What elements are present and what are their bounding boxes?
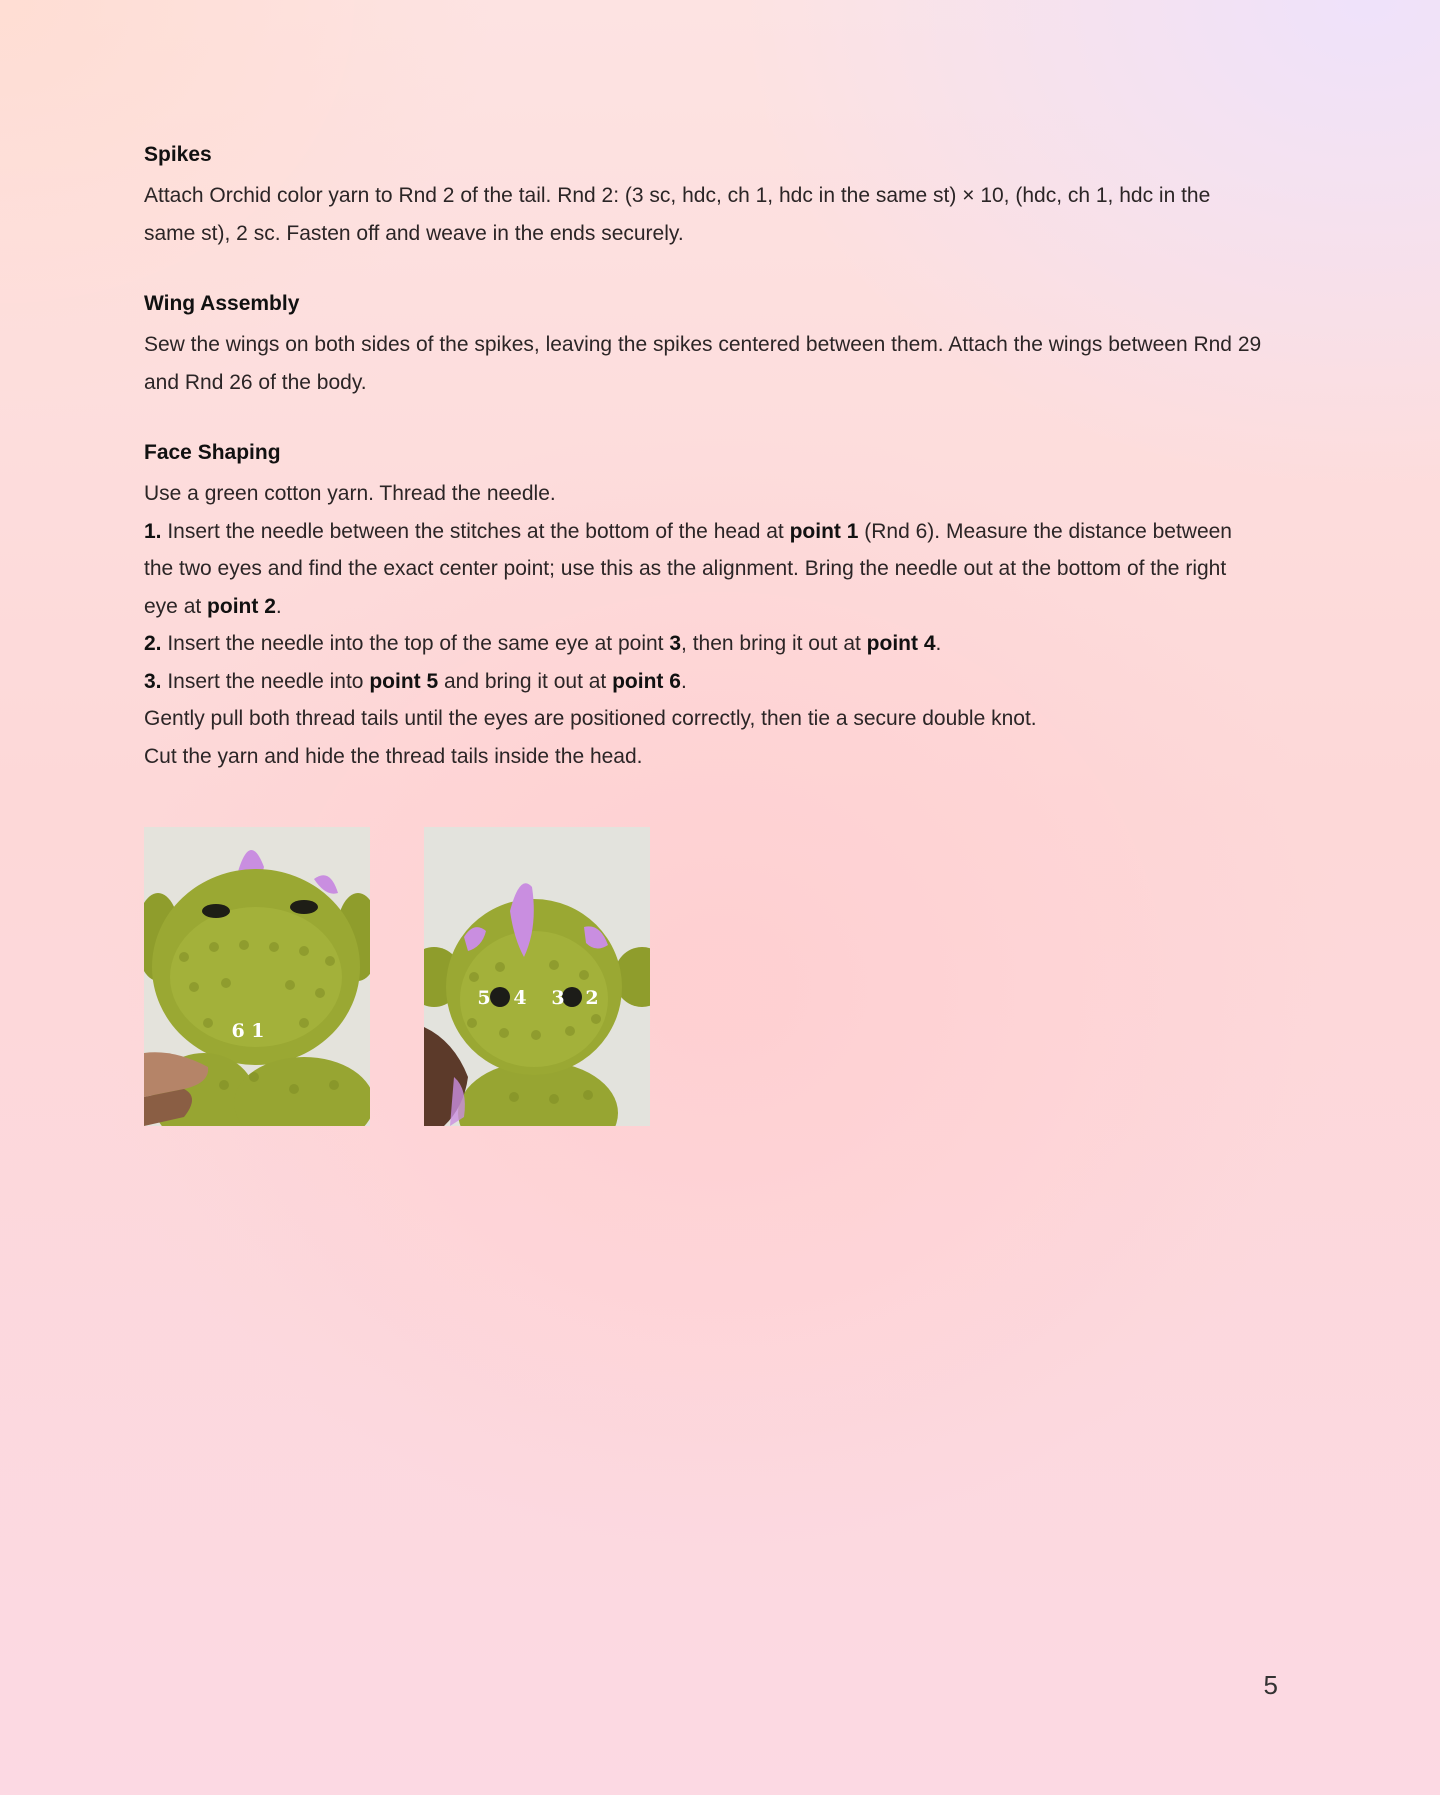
dragon-photo-right — [424, 827, 650, 1126]
step-1-point-2: point 2 — [207, 594, 276, 618]
point-label-3: 3 — [551, 987, 565, 1009]
step-3-text-a: Insert the needle into — [161, 669, 370, 693]
point-label-4: 4 — [513, 987, 527, 1009]
wing-assembly-text: Sew the wings on both sides of the spikes, leaving the spikes centered between them. Attach the wings between Rnd 29 and Rnd 26 of the body. — [144, 333, 1262, 394]
face-shaping-section — [144, 438, 1264, 775]
spikes-heading: Spikes — [144, 143, 212, 166]
face-shaping-closing-1: Gently pull both thread tails until the eyes are positioned correctly, then tie a secure double knot. — [144, 707, 1037, 730]
wing-assembly-section — [144, 289, 1264, 401]
point-labels-6-1: 6 1 — [231, 1020, 265, 1042]
step-2-text-a: Insert the needle into the top of the same eye at point — [161, 632, 670, 655]
step-3-point-5: point 5 — [369, 669, 439, 693]
point-label-5: 5 — [477, 987, 491, 1009]
step-2-point-4: point 4 — [866, 632, 936, 655]
spikes-text: Attach Orchid color yarn to Rnd 2 of the tail. Rnd 2: (3 sc, hdc, ch 1, hdc in the same st) × 10, (hdc, ch 1, hdc in the same st), 2 sc. Fasten off and weave in the ends securely. — [144, 184, 1211, 245]
step-2-text-e: . — [935, 632, 942, 655]
page-number: 5 — [1263, 1670, 1278, 1700]
face-shaping-step-3 — [144, 663, 1264, 701]
point-label-2: 2 — [585, 987, 599, 1009]
step-3-point-6: point 6 — [612, 669, 681, 693]
face-shaping-step-1 — [144, 513, 1264, 626]
step-2-text-c: , then bring it out at — [681, 632, 867, 655]
face-shaping-intro: Use a green cotton yarn. Thread the needle. — [144, 482, 556, 505]
step-1-text-a: Insert the needle between the stitches at the bottom of the head at — [161, 519, 790, 543]
step-1-text-e: . — [275, 594, 282, 618]
face-shaping-heading: Face Shaping — [144, 441, 281, 464]
step-2-point-3: 3 — [669, 632, 682, 655]
spikes-section — [144, 140, 1264, 252]
face-shaping-closing-2: Cut the yarn and hide the thread tails inside the head. — [144, 744, 643, 768]
page-content — [144, 140, 1264, 812]
step-3-number: 3. — [144, 669, 162, 693]
photo-head-bottom-points — [144, 827, 370, 1126]
step-3-text-e: . — [680, 669, 687, 693]
dragon-photo-left — [144, 827, 370, 1126]
step-1-point-1: point 1 — [789, 519, 859, 543]
wing-assembly-heading: Wing Assembly — [144, 292, 300, 315]
step-2-number: 2. — [144, 632, 162, 655]
photo-head-front-points — [424, 827, 650, 1126]
face-shaping-step-2 — [144, 625, 1264, 663]
step-1-number: 1. — [144, 519, 162, 543]
step-3-text-c: and bring it out at — [438, 669, 613, 693]
step-1-text-c: (Rnd 6). Measure the distance between the two eyes and find the exact center point; use this as the alignment. Bring the needle out at the bottom of the right eye at — [144, 519, 1232, 618]
